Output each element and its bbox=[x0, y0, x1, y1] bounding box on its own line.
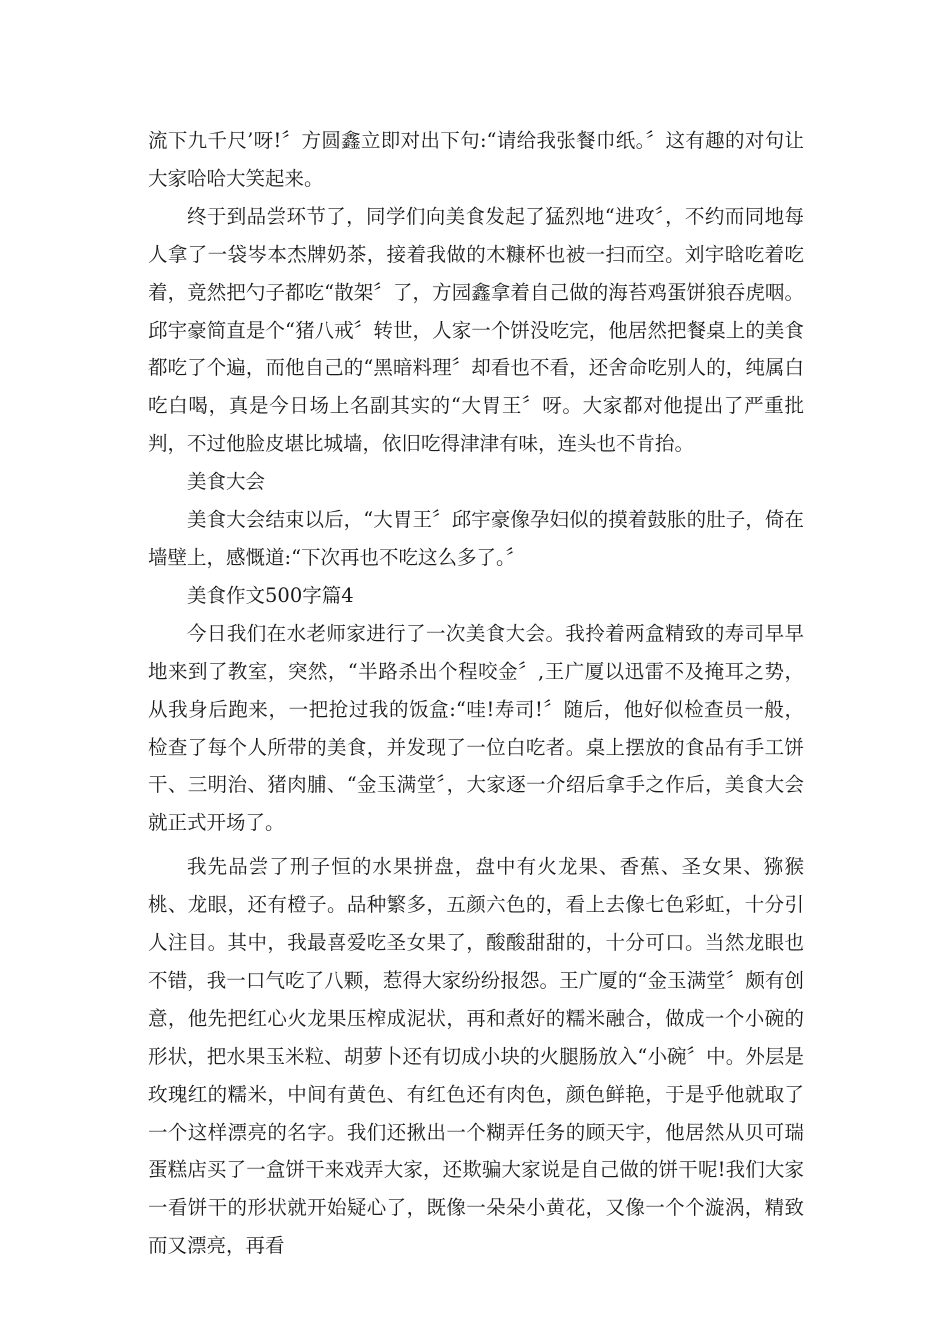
article-title-essay-4: 美食作文500字篇4 bbox=[187, 583, 354, 607]
section-heading-food-fair: 美食大会 bbox=[187, 470, 266, 494]
paragraph-tasting: 终于到品尝环节了，同学们向美食发起了猛烈地“进攻〞，不约而同地每人拿了一袋岑本杰牌奶茶，接着我做的木糠杯也被一扫而空。刘宇晗吃着吃着，竟然把勺子都吃“散架〞了，方园鑫拿着自己做的海苔鸡蛋饼狼吞虎咽。邱宇豪简直是个“猪八戒〞转世，人家一个饼没吃完，他居然把餐桌上的美食都吃了个遍，而他自己的“黑暗料理〞却看也不看，还舍命吃别人的，纯属白吃白喝，真是今日场上名副其实的“大胃王〞呀。大家都对他提出了严重批判，不过他脸皮堪比城墙，依旧吃得津津有味，连头也不肯抬。 bbox=[148, 204, 804, 456]
paragraph-continuation: 流下九千尺’呀!〞方圆鑫立即对出下句:“请给我张餐巾纸。〞这有趣的对句让大家哈哈大笑起来。 bbox=[148, 129, 804, 190]
paragraph-fruit-platter: 我先品尝了刑子恒的水果拼盘，盘中有火龙果、香蕉、圣女果、猕猴桃、龙眼，还有橙子。品种繁多，五颜六色的，看上去像七色彩虹，十分引人注目。其中，我最喜爱吃圣女果了，酸酸甜甜的，十分可口。当然龙眼也不错，我一口气吃了八颗，惹得大家纷纷报怨。王广厦的“金玉满堂〞颇有创意，他先把红心火龙果压榨成泥状，再和煮好的糯米融合，做成一个小碗的形状，把水果玉米粒、胡萝卜还有切成小块的火腿肠放入“小碗〞中。外层是玫瑰红的糯米，中间有黄色、有红色还有肉色，颜色鲜艳，于是乎他就取了一个这样漂亮的名字。我们还揪出一个糊弄任务的顾天宇，他居然从贝可瑞蛋糕店买了一盒饼干来戏弄大家，还欺骗大家说是自己做的饼干呢!我们大家一看饼干的形状就开始疑心了，既像一朵朵小黄花，又像一个个漩涡，精致而又漂亮，再看 bbox=[148, 855, 804, 1258]
article-body bbox=[148, 122, 804, 1265]
paragraph-intro: 今日我们在水老师家进行了一次美食大会。我拎着两盒精致的寿司早早地来到了教室，突然，“半路杀出个程咬金〞,王广厦以迅雷不及掩耳之势，从我身后跑来，一把抢过我的饭盒:“哇!寿司!〞随后，他好似检查员一般，检查了每个人所带的美食，并发现了一位白吃者。桌上摆放的食品有手工饼干、三明治、猪肉脯、“金玉满堂〞，大家逐一介绍后拿手之作后，美食大会就正式开场了。 bbox=[148, 621, 804, 835]
paragraph-ending: 美食大会结束以后，“大胃王〞邱宇豪像孕妇似的摸着鼓胀的肚子，倚在墙壁上，感慨道:“下次再也不吃这么多了。〞 bbox=[148, 508, 804, 569]
